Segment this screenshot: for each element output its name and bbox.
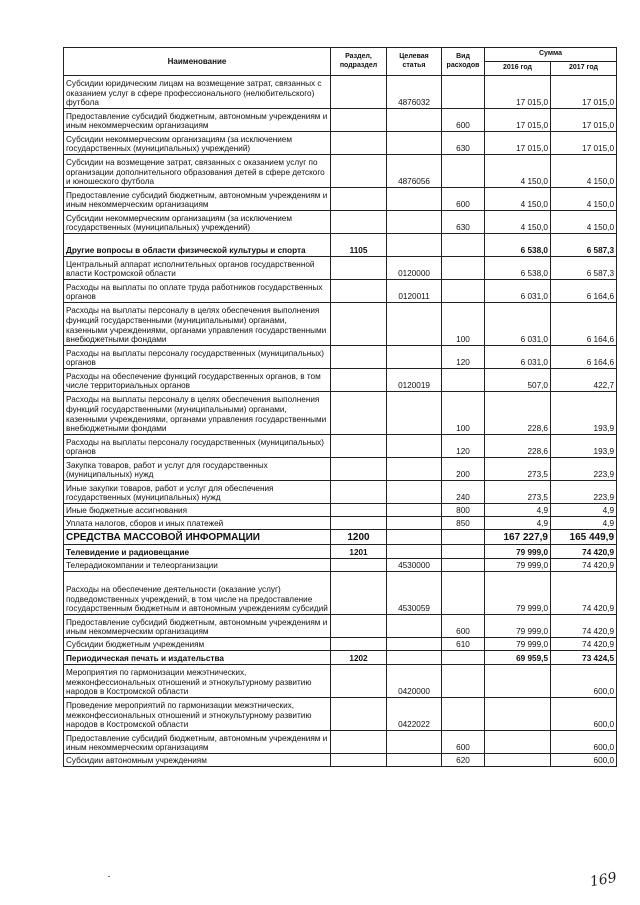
cell-v17: 4,9 <box>551 517 617 530</box>
cell-tgt <box>387 132 442 155</box>
cell-v16: 79 999,0 <box>485 572 551 615</box>
table-row <box>64 211 617 234</box>
cell-name: Субсидии автономным учреждениям <box>64 754 331 767</box>
cell-name: СРЕДСТВА МАССОВОЙ ИНФОРМАЦИИ <box>64 530 331 545</box>
cell-v16: 4 150,0 <box>485 155 551 188</box>
cell-v17: 6 164,6 <box>551 346 617 369</box>
cell-name: Расходы на выплаты персоналу государственных (муниципальных) органов <box>64 346 331 369</box>
cell-name: Иные бюджетные ассигнования <box>64 504 331 517</box>
cell-name: Центральный аппарат исполнительных органов государственной власти Костромской области <box>64 257 331 280</box>
cell-sec <box>331 369 387 392</box>
cell-v16: 6 031,0 <box>485 303 551 346</box>
cell-vid <box>442 369 485 392</box>
cell-v17: 6 164,6 <box>551 280 617 303</box>
cell-v17: 223,9 <box>551 481 617 504</box>
cell-name: Субсидии на возмещение затрат, связанных с оказанием услуг по организации дополнительного образования детей в сфере детского и юношеского футбола <box>64 155 331 188</box>
table-row <box>64 369 617 392</box>
cell-v17: 165 449,9 <box>551 530 617 545</box>
cell-name: Предоставление субсидий бюджетным, автономным учреждениям и иным некоммерческим организациям <box>64 109 331 132</box>
cell-sec <box>331 559 387 572</box>
cell-vid <box>442 545 485 559</box>
cell-name: Расходы на обеспечение деятельности (оказание услуг) подведомственных учреждений, в том числе на предоставление государственным бюджетным и автономным учреждениям субсидий <box>64 572 331 615</box>
table-row <box>64 346 617 369</box>
table-row <box>64 188 617 211</box>
cell-vid: 600 <box>442 109 485 132</box>
cell-vid: 120 <box>442 435 485 458</box>
cell-tgt: 0120000 <box>387 257 442 280</box>
table-row <box>64 504 617 517</box>
cell-v17: 74 420,9 <box>551 559 617 572</box>
cell-name: Иные закупки товаров, работ и услуг для обеспечения государственных (муниципальных) нужд <box>64 481 331 504</box>
budget-table <box>63 47 617 767</box>
cell-v17: 4,9 <box>551 504 617 517</box>
cell-v16: 69 959,5 <box>485 651 551 665</box>
cell-sec <box>331 188 387 211</box>
table-row <box>64 698 617 731</box>
table-row <box>64 132 617 155</box>
cell-v16 <box>485 731 551 754</box>
cell-name: Уплата налогов, сборов и иных платежей <box>64 517 331 530</box>
cell-name: Телерадиокомпании и телеорганизации <box>64 559 331 572</box>
cell-sec <box>331 435 387 458</box>
table-row <box>64 517 617 530</box>
cell-sec <box>331 638 387 651</box>
table-body <box>64 76 617 767</box>
cell-vid <box>442 76 485 109</box>
cell-sec <box>331 731 387 754</box>
table-row <box>64 76 617 109</box>
cell-sec: 1202 <box>331 651 387 665</box>
cell-name: Предоставление субсидий бюджетным, автономным учреждениям и иным некоммерческим организациям <box>64 731 331 754</box>
cell-v17: 74 420,9 <box>551 615 617 638</box>
cell-v17: 193,9 <box>551 392 617 435</box>
cell-v16: 4,9 <box>485 517 551 530</box>
cell-vid: 240 <box>442 481 485 504</box>
cell-v16: 79 999,0 <box>485 638 551 651</box>
cell-tgt <box>387 504 442 517</box>
cell-name: Закупка товаров, работ и услуг для государственных (муниципальных) нужд <box>64 458 331 481</box>
cell-v16: 273,5 <box>485 481 551 504</box>
cell-vid: 620 <box>442 754 485 767</box>
cell-sec <box>331 698 387 731</box>
cell-sec <box>331 517 387 530</box>
cell-name: Субсидии бюджетным учреждениям <box>64 638 331 651</box>
cell-sec <box>331 504 387 517</box>
cell-sec <box>331 392 387 435</box>
cell-v17: 4 150,0 <box>551 211 617 234</box>
cell-vid <box>442 234 485 257</box>
cell-sec <box>331 754 387 767</box>
cell-tgt <box>387 530 442 545</box>
cell-v17: 600,0 <box>551 698 617 731</box>
cell-v16: 79 999,0 <box>485 559 551 572</box>
header-type: Вид расходов <box>442 48 485 76</box>
cell-sec <box>331 665 387 698</box>
cell-v17: 223,9 <box>551 458 617 481</box>
cell-v17: 4 150,0 <box>551 188 617 211</box>
cell-sec <box>331 211 387 234</box>
cell-tgt: 4530059 <box>387 572 442 615</box>
cell-v16: 273,5 <box>485 458 551 481</box>
cell-v16: 167 227,9 <box>485 530 551 545</box>
table-row <box>64 109 617 132</box>
cell-name: Мероприятия по гармонизации межэтнических, межконфессиональных отношений и этнокультурному развитию народов в Костромской области <box>64 665 331 698</box>
cell-name: Расходы на выплаты персоналу в целях обеспечения выполнения функций государственными (муниципальными) органами, казенными учреждениями, органами управления государственными внебюджетными фондами <box>64 392 331 435</box>
cell-sec: 1201 <box>331 545 387 559</box>
cell-vid <box>442 257 485 280</box>
table-row <box>64 754 617 767</box>
cell-name: Периодическая печать и издательства <box>64 651 331 665</box>
cell-tgt <box>387 458 442 481</box>
cell-tgt: 0120011 <box>387 280 442 303</box>
cell-v16: 17 015,0 <box>485 76 551 109</box>
cell-vid: 120 <box>442 346 485 369</box>
header-2017: 2017 год <box>551 62 617 76</box>
cell-tgt <box>387 435 442 458</box>
cell-v17: 17 015,0 <box>551 132 617 155</box>
cell-tgt <box>387 651 442 665</box>
cell-v17: 193,9 <box>551 435 617 458</box>
table-row <box>64 665 617 698</box>
cell-v16: 79 999,0 <box>485 615 551 638</box>
cell-tgt <box>387 346 442 369</box>
cell-v17: 422,7 <box>551 369 617 392</box>
cell-v17: 73 424,5 <box>551 651 617 665</box>
cell-vid: 100 <box>442 392 485 435</box>
table-row <box>64 155 617 188</box>
cell-v16: 6 538,0 <box>485 257 551 280</box>
cell-sec <box>331 132 387 155</box>
cell-name: Субсидии некоммерческим организациям (за исключением государственных (муниципальных) учреждений) <box>64 211 331 234</box>
cell-v16: 79 999,0 <box>485 545 551 559</box>
cell-vid: 800 <box>442 504 485 517</box>
header-name: Наименование <box>64 48 331 76</box>
cell-tgt <box>387 638 442 651</box>
cell-vid: 200 <box>442 458 485 481</box>
cell-tgt <box>387 188 442 211</box>
cell-vid <box>442 559 485 572</box>
cell-name: Другие вопросы в области физической культуры и спорта <box>64 234 331 257</box>
cell-v17: 600,0 <box>551 754 617 767</box>
cell-vid <box>442 651 485 665</box>
cell-v17: 74 420,9 <box>551 572 617 615</box>
cell-tgt <box>387 234 442 257</box>
cell-tgt: 4876056 <box>387 155 442 188</box>
cell-v16: 6 031,0 <box>485 346 551 369</box>
cell-tgt <box>387 754 442 767</box>
cell-v16 <box>485 698 551 731</box>
cell-vid <box>442 280 485 303</box>
cell-v17: 600,0 <box>551 665 617 698</box>
cell-v16: 6 538,0 <box>485 234 551 257</box>
table-row <box>64 615 617 638</box>
header-section: Раздел, подраздел <box>331 48 387 76</box>
cell-v17: 600,0 <box>551 731 617 754</box>
header-2016: 2016 год <box>485 62 551 76</box>
table-row <box>64 572 617 615</box>
cell-sec <box>331 615 387 638</box>
table-row <box>64 234 617 257</box>
cell-v16: 6 031,0 <box>485 280 551 303</box>
cell-name: Телевидение и радиовещание <box>64 545 331 559</box>
cell-v16: 4 150,0 <box>485 188 551 211</box>
cell-vid <box>442 665 485 698</box>
cell-tgt <box>387 731 442 754</box>
cell-tgt <box>387 211 442 234</box>
table-row <box>64 731 617 754</box>
cell-sec <box>331 572 387 615</box>
cell-tgt <box>387 392 442 435</box>
cell-vid: 100 <box>442 303 485 346</box>
cell-tgt <box>387 481 442 504</box>
cell-sec <box>331 481 387 504</box>
cell-sec <box>331 458 387 481</box>
table-row <box>64 303 617 346</box>
table-row <box>64 257 617 280</box>
cell-sec <box>331 280 387 303</box>
cell-v16: 17 015,0 <box>485 132 551 155</box>
cell-name: Предоставление субсидий бюджетным, автономным учреждениям и иным некоммерческим организациям <box>64 615 331 638</box>
cell-name: Предоставление субсидий бюджетным, автономным учреждениям и иным некоммерческим организациям <box>64 188 331 211</box>
cell-sec <box>331 109 387 132</box>
cell-tgt <box>387 545 442 559</box>
cell-v17: 17 015,0 <box>551 109 617 132</box>
cell-v17: 74 420,9 <box>551 638 617 651</box>
cell-vid: 630 <box>442 132 485 155</box>
cell-vid: 600 <box>442 188 485 211</box>
cell-tgt <box>387 109 442 132</box>
cell-tgt: 0420000 <box>387 665 442 698</box>
header-sum: Сумма <box>485 48 617 62</box>
cell-name: Субсидии юридическим лицам на возмещение затрат, связанных с оказанием услуг в сфере профессионального (нелюбительского) футбола <box>64 76 331 109</box>
table-row <box>64 481 617 504</box>
cell-tgt: 0422022 <box>387 698 442 731</box>
table-row <box>64 530 617 545</box>
cell-v17: 6 587,3 <box>551 234 617 257</box>
cell-name: Расходы на выплаты персоналу государственных (муниципальных) органов <box>64 435 331 458</box>
cell-vid <box>442 572 485 615</box>
cell-sec <box>331 346 387 369</box>
budget-page <box>63 47 616 767</box>
table-row <box>64 545 617 559</box>
cell-sec <box>331 155 387 188</box>
cell-sec <box>331 303 387 346</box>
cell-v16: 4,9 <box>485 504 551 517</box>
cell-sec <box>331 257 387 280</box>
table-row <box>64 458 617 481</box>
cell-vid <box>442 530 485 545</box>
table-row <box>64 392 617 435</box>
cell-vid: 600 <box>442 615 485 638</box>
cell-tgt: 4876032 <box>387 76 442 109</box>
cell-v16: 17 015,0 <box>485 109 551 132</box>
cell-tgt <box>387 615 442 638</box>
cell-v16: 4 150,0 <box>485 211 551 234</box>
cell-vid: 600 <box>442 731 485 754</box>
cell-vid <box>442 155 485 188</box>
cell-name: Субсидии некоммерческим организациям (за исключением государственных (муниципальных) учреждений) <box>64 132 331 155</box>
cell-v17: 6 164,6 <box>551 303 617 346</box>
cell-tgt <box>387 303 442 346</box>
table-row <box>64 559 617 572</box>
page-number: 169 <box>588 869 618 891</box>
cell-v16 <box>485 754 551 767</box>
cell-v17: 6 587,3 <box>551 257 617 280</box>
cell-name: Проведение мероприятий по гармонизации межэтнических, межконфессиональных отношений и этнокультурному развитию народов в Костромской области <box>64 698 331 731</box>
cell-sec <box>331 76 387 109</box>
cell-tgt: 4530000 <box>387 559 442 572</box>
table-row <box>64 638 617 651</box>
table-row <box>64 651 617 665</box>
cell-vid <box>442 698 485 731</box>
table-row <box>64 280 617 303</box>
cell-name: Расходы на выплаты по оплате труда работников государственных органов <box>64 280 331 303</box>
cell-v16: 228,6 <box>485 435 551 458</box>
cell-name: Расходы на обеспечение функций государственных органов, в том числе территориальных органов <box>64 369 331 392</box>
cell-vid: 630 <box>442 211 485 234</box>
cell-sec: 1200 <box>331 530 387 545</box>
cell-name: Расходы на выплаты персоналу в целях обеспечения выполнения функций государственными (муниципальными) органами, казенными учреждениями, органами управления государственными внебюджетными фондами <box>64 303 331 346</box>
header-target: Целевая статья <box>387 48 442 76</box>
cell-tgt <box>387 517 442 530</box>
scan-speck <box>108 876 110 877</box>
cell-v17: 4 150,0 <box>551 155 617 188</box>
cell-tgt: 0120019 <box>387 369 442 392</box>
cell-v16: 507,0 <box>485 369 551 392</box>
cell-vid: 850 <box>442 517 485 530</box>
cell-v16: 228,6 <box>485 392 551 435</box>
cell-v17: 17 015,0 <box>551 76 617 109</box>
cell-sec: 1105 <box>331 234 387 257</box>
cell-vid: 610 <box>442 638 485 651</box>
cell-v17: 74 420,9 <box>551 545 617 559</box>
table-row <box>64 435 617 458</box>
cell-v16 <box>485 665 551 698</box>
